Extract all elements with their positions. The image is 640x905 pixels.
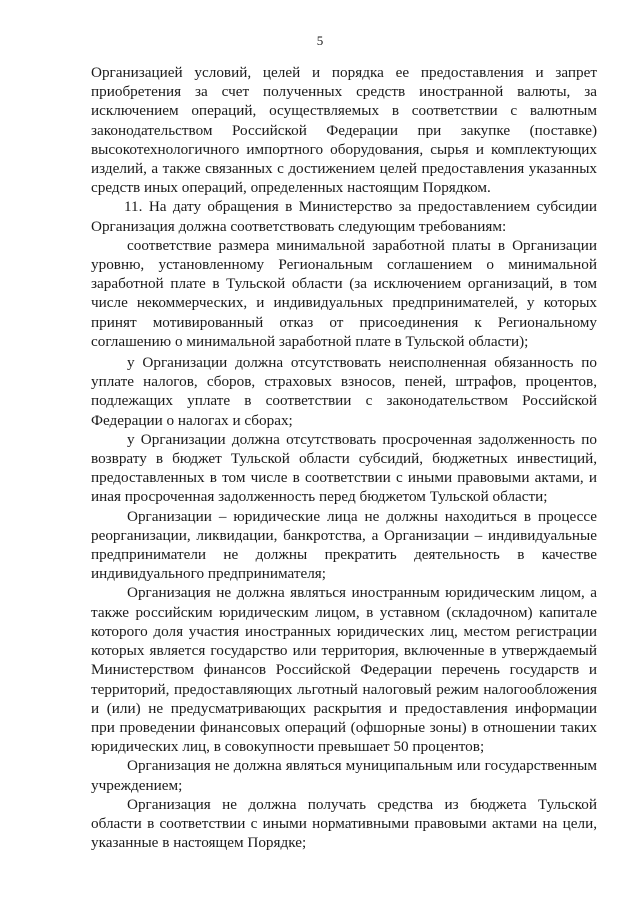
paragraph-tax-obligations: у Организации должна отсутствовать неисполненная обязанность по уплате налогов, сборов, страховых взносов, пеней, штрафов, процентов, подлежащих уплате в соответствии с законодательством Российской Федерации о налогах и сборах; [91, 354, 597, 429]
paragraph-budget-debt: у Организации должна отсутствовать просроченная задолженность по возврату в бюджет Тульской области субсидий, бюджетных инвестиций, предоставленных в том числе в соответствии с иными правовыми актами, и иная просроченная задолженность перед бюджетом Тульской области; [91, 430, 597, 506]
paragraph-foreign-entity: Организация не должна являться иностранным юридическим лицом, а также российским юридическим лицом, в уставном (складочном) капитале которого доля участия иностранных юридических лиц, местом регистрации которых является государство или территория, включенные в утверждаемый Министерством финансов Российской Федерации перечень государств и территорий, предоставляющих льготный налоговый режим налогообложения и (или) не предусматривающих раскрытия и предоставления информации при проведении финансовых операций (офшорные зоны) в отношении таких юридических лиц, в совокупности превышает 50 процентов; [91, 584, 597, 756]
paragraph-state-institution: Организация не должна являться муниципальным или государственным учреждением; [91, 757, 597, 794]
paragraph-subsidy-conditions: Организацией условий, целей и порядка ее предоставления и запрет приобретения за счет полученных средств иностранной валюты, за исключением операций, осуществляемых в соответствии с валютным законодательством Российской Федерации при закупке (поставке) высокотехнологичного импортного оборудования, сырья и комплектующих изделий, а также связанных с достижением целей предоставления указанных средств иных операций, определенных настоящим Порядком. [91, 64, 597, 197]
paragraph-clause-11: 11. На дату обращения в Министерство за предоставлением субсидии Организация должна соответствовать следующим требованиям: [91, 198, 597, 235]
document-body [91, 63, 597, 852]
paragraph-minimum-wage: соответствие размера минимальной заработной платы в Организации уровню, установленному Региональным соглашением о минимальной заработной плате в Тульской области (за исключением организаций, в том числе некоммерческих, и индивидуальных предпринимателей, у которых принят мотивированный отказ от присоединения к Региональному соглашению о минимальной заработной плате в Тульской области); [91, 236, 597, 350]
page-number: 5 [316, 33, 324, 48]
paragraph-other-budget-funds: Организация не должна получать средства из бюджета Тульской области в соответствии с иными нормативными правовыми актами на цели, указанные в настоящем Порядке; [91, 795, 597, 852]
paragraph-reorganization: Организации – юридические лица не должны находиться в процессе реорганизации, ликвидации, банкротства, а Организации – индивидуальные предприниматели не должны прекратить деятельность в качестве индивидуального предпринимателя; [91, 507, 597, 583]
